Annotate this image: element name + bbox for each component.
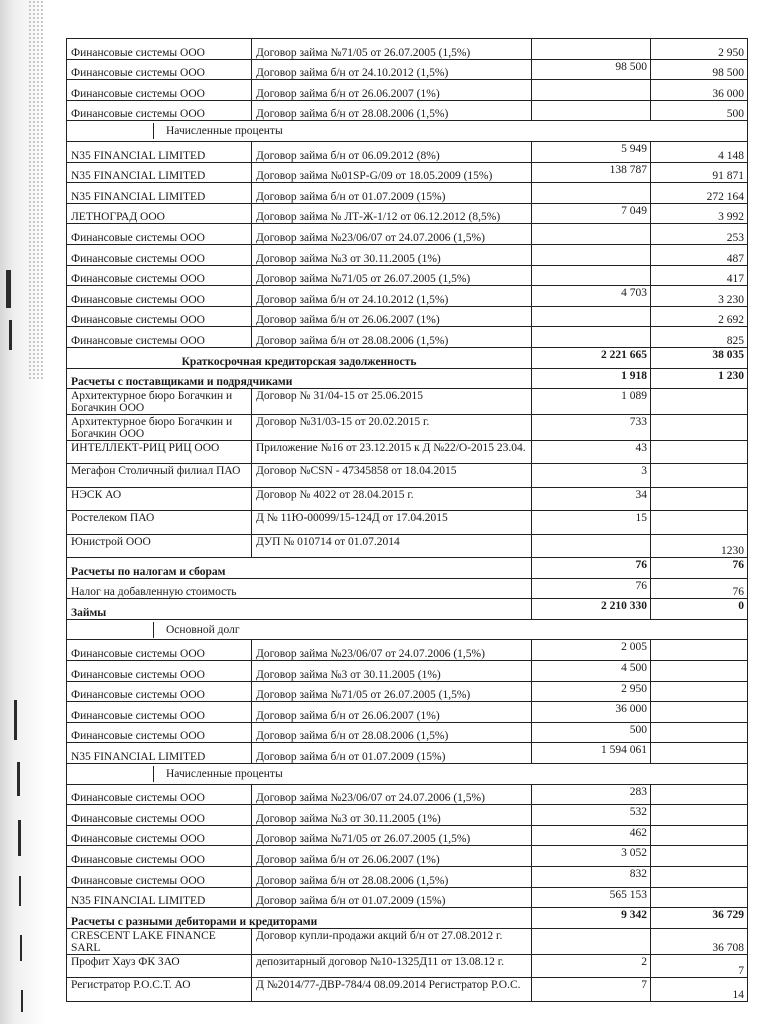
counterparty-cell: Финансовые системы ООО [67,866,252,887]
binding-mark [9,320,12,350]
table-row [67,825,748,846]
tax-label: Налог на добавленную стоимость [67,578,532,599]
subsection-header [67,121,748,142]
table-row [67,389,748,415]
counterparty-cell: Регистратор Р.О.С.Т. АО [67,978,252,1001]
binding-mark [18,820,21,856]
table-row [67,286,748,307]
amount-cell: 272 164 [651,183,748,204]
contract-cell: Договор займа № ЛТ-Ж-1/12 от 06.12.2012 (8,5%) [252,203,532,224]
amount-cell: 3 992 [651,203,748,224]
amount-cell [651,661,748,682]
contract-cell: Договор займа б/н от 26.06.2007 (1%) [252,306,532,327]
counterparty-cell: Финансовые системы ООО [67,681,252,702]
counterparty-cell: Финансовые системы ООО [67,244,252,265]
amount-cell [532,80,651,101]
counterparty-cell: Финансовые системы ООО [67,640,252,661]
contract-cell: Договор займа №23/06/07 от 24.07.2006 (1,5%) [252,640,532,661]
contract-cell: Договор займа б/н от 26.06.2007 (1%) [252,80,532,101]
counterparty-cell: N35 FINANCIAL LIMITED [67,183,252,204]
amount-cell: 733 [532,415,651,441]
other-section-label: Расчеты с разными дебиторами и кредиторами [67,908,532,929]
table-row [67,722,748,743]
amount-cell: 253 [651,224,748,245]
amount-cell: 36 000 [532,702,651,723]
amount-cell: 14 [651,978,748,1001]
amount-cell [651,866,748,887]
section-total: 1 918 [532,368,651,389]
binding-mark [17,762,20,796]
section-total: 76 [532,558,651,579]
contract-cell: ДУП № 010714 от 01.07.2014 [252,534,532,557]
table-row [67,887,748,908]
amount-cell: 532 [532,805,651,826]
table-row [67,599,748,620]
table-row [67,244,748,265]
counterparty-cell: Финансовые системы ООО [67,306,252,327]
contract-cell: Договор №31/03-15 от 20.02.2015 г. [252,415,532,441]
amount-cell: 4 148 [651,141,748,162]
table-row [67,558,748,579]
amount-cell: 98 500 [651,59,748,80]
ledger-table [66,38,748,1002]
amount-cell: 565 153 [532,887,651,908]
contract-cell: Договор купли-продажи акций б/н от 27.08.2012 г. [252,928,532,954]
section-total: 1 230 [651,368,748,389]
counterparty-cell: Ростелеком ПАО [67,511,252,534]
table-row [67,464,748,487]
amount-cell: 3 [532,464,651,487]
contract-cell: Договор № 31/04-15 от 25.06.2015 [252,389,532,415]
amount-cell [532,928,651,954]
amount-cell: 825 [651,327,748,348]
amount-cell: 7 [651,954,748,977]
section-total: 9 342 [532,908,651,929]
contract-cell: Договор займа б/н от 26.06.2007 (1%) [252,702,532,723]
counterparty-cell: ЛЕТНОГРАД ООО [67,203,252,224]
counterparty-cell: Финансовые системы ООО [67,784,252,805]
counterparty-cell: Финансовые системы ООО [67,80,252,101]
contract-cell: Договор займа №23/06/07 от 24.07.2006 (1,5%) [252,784,532,805]
counterparty-cell: ИНТЕЛЛЕКТ-РИЦ РИЦ ООО [67,441,252,464]
subsection-header [67,619,748,640]
suppliers-section-label: Расчеты с поставщиками и подрядчиками [67,368,532,389]
contract-cell: Договор займа б/н от 28.08.2006 (1,5%) [252,722,532,743]
table-row [67,224,748,245]
contract-cell: Д №2014/77-ДВР-784/4 08.09.2014 Регистратор Р.О.С. [252,978,532,1001]
amount-cell: 7 049 [532,203,651,224]
counterparty-cell: Финансовые системы ООО [67,39,252,60]
amount-cell [651,640,748,661]
amount-cell [651,441,748,464]
section-total: 76 [651,558,748,579]
counterparty-cell: Финансовые системы ООО [67,846,252,867]
table-row [67,640,748,661]
table-row [67,183,748,204]
amount-cell [651,487,748,510]
ledger-sheet [66,38,747,1002]
table-row [67,487,748,510]
subsection-header [67,763,748,784]
table-row [67,265,748,286]
contract-cell: Договор займа №3 от 30.11.2005 (1%) [252,805,532,826]
contract-cell: Договор займа б/н от 06.09.2012 (8%) [252,141,532,162]
contract-cell: Договор №CSN - 47345858 от 18.04.2015 [252,464,532,487]
amount-cell [651,805,748,826]
contract-cell: Договор займа б/н от 24.10.2012 (1,5%) [252,286,532,307]
section-total: 36 729 [651,908,748,929]
table-row [67,866,748,887]
counterparty-cell: N35 FINANCIAL LIMITED [67,162,252,183]
table-row [67,846,748,867]
section-total: 2 210 330 [532,599,651,620]
amount-cell [651,464,748,487]
amount-cell: 76 [651,578,748,599]
amount-cell: 7 [532,978,651,1001]
table-row [67,661,748,682]
amount-cell: 3 052 [532,846,651,867]
amount-cell: 500 [532,722,651,743]
amount-cell [651,702,748,723]
amount-cell: 3 230 [651,286,748,307]
binding-mark [19,876,21,906]
table-row [67,203,748,224]
amount-cell [532,183,651,204]
contract-cell: Приложение №16 от 23.12.2015 к Д №22/О-2015 23.04. [252,441,532,464]
amount-cell: 2 692 [651,306,748,327]
amount-cell: 1 089 [532,389,651,415]
amount-cell [651,722,748,743]
loans-section-label: Займы [67,599,532,620]
amount-cell: 2 [532,954,651,977]
amount-cell: 4 500 [532,661,651,682]
contract-cell: Договор займа №3 от 30.11.2005 (1%) [252,244,532,265]
amount-cell: 91 871 [651,162,748,183]
table-row [67,763,748,784]
amount-cell: 500 [651,100,748,121]
counterparty-cell: Мегафон Столичный филиал ПАО [67,464,252,487]
amount-cell: 43 [532,441,651,464]
contract-cell: Д № 11Ю-00099/15-124Д от 17.04.2015 [252,511,532,534]
subsection-label: Начисленные проценты [153,766,283,782]
table-row [67,743,748,764]
amount-cell: 76 [532,578,651,599]
table-row [67,702,748,723]
amount-cell: 487 [651,244,748,265]
short-term-label: Краткосрочная кредиторская задолженность [67,347,532,368]
contract-cell: Договор займа б/н от 28.08.2006 (1,5%) [252,327,532,348]
counterparty-cell: Профит Хауз ФК ЗАО [67,954,252,977]
contract-cell: Договор займа №71/05 от 26.07.2005 (1,5%) [252,265,532,286]
counterparty-cell: CRESCENT LAKE FINANCE SARL [67,928,252,954]
amount-cell [651,825,748,846]
table-row [67,928,748,954]
binding-mark [20,935,22,961]
amount-cell [651,511,748,534]
contract-cell: депозитарный договор №10-1325Д11 от 13.08.12 г. [252,954,532,977]
amount-cell: 417 [651,265,748,286]
contract-cell: Договор займа №3 от 30.11.2005 (1%) [252,661,532,682]
subsection-label: Начисленные проценты [153,123,283,139]
table-row [67,121,748,142]
table-row [67,80,748,101]
table-row [67,327,748,348]
counterparty-cell: Финансовые системы ООО [67,805,252,826]
amount-cell: 1230 [651,534,748,557]
amount-cell: 36 000 [651,80,748,101]
amount-cell [532,265,651,286]
amount-cell [532,534,651,557]
counterparty-cell: N35 FINANCIAL LIMITED [67,141,252,162]
table-row [67,415,748,441]
table-row [67,578,748,599]
amount-cell [651,681,748,702]
amount-cell [651,743,748,764]
table-row [67,511,748,534]
table-row [67,39,748,60]
contract-cell: Договор займа б/н от 01.07.2009 (15%) [252,887,532,908]
amount-cell [532,100,651,121]
counterparty-cell: N35 FINANCIAL LIMITED [67,743,252,764]
counterparty-cell: Финансовые системы ООО [67,327,252,348]
counterparty-cell: Финансовые системы ООО [67,702,252,723]
contract-cell: Договор займа б/н от 24.10.2012 (1,5%) [252,59,532,80]
amount-cell [651,415,748,441]
counterparty-cell: Финансовые системы ООО [67,286,252,307]
table-row [67,347,748,368]
table-row [67,141,748,162]
amount-cell [651,784,748,805]
table-row [67,619,748,640]
table-row [67,100,748,121]
contract-cell: Договор займа б/н от 01.07.2009 (15%) [252,183,532,204]
amount-cell: 138 787 [532,162,651,183]
counterparty-cell: Финансовые системы ООО [67,59,252,80]
amount-cell: 462 [532,825,651,846]
amount-cell: 832 [532,866,651,887]
amount-cell [651,846,748,867]
table-row [67,908,748,929]
amount-cell: 5 949 [532,141,651,162]
amount-cell [532,224,651,245]
contract-cell: Договор займа №71/05 от 26.07.2005 (1,5%) [252,825,532,846]
counterparty-cell: Финансовые системы ООО [67,661,252,682]
binding-mark [14,700,17,740]
contract-cell: Договор займа б/н от 26.06.2007 (1%) [252,846,532,867]
counterparty-cell: Финансовые системы ООО [67,722,252,743]
binding-mark [21,990,23,1012]
binding-mark [6,270,11,308]
counterparty-cell: Юнистрой ООО [67,534,252,557]
section-total: 2 221 665 [532,347,651,368]
amount-cell [532,39,651,60]
contract-cell: Договор займа б/н от 28.08.2006 (1,5%) [252,866,532,887]
amount-cell: 2 950 [532,681,651,702]
contract-cell: Договор займа №71/05 от 26.07.2005 (1,5%) [252,681,532,702]
counterparty-cell: Финансовые системы ООО [67,100,252,121]
amount-cell [532,244,651,265]
section-total: 0 [651,599,748,620]
amount-cell: 2 950 [651,39,748,60]
amount-cell [651,887,748,908]
contract-cell: Договор займа №01SP-G/09 от 18.05.2009 (15%) [252,162,532,183]
scan-noise [28,0,44,380]
amount-cell: 36 708 [651,928,748,954]
table-row [67,681,748,702]
contract-cell: Договор займа б/н от 01.07.2009 (15%) [252,743,532,764]
subsection-label: Основной долг [153,622,240,638]
contract-cell: Договор займа №23/06/07 от 24.07.2006 (1,5%) [252,224,532,245]
table-row [67,978,748,1001]
amount-cell [651,389,748,415]
section-total: 38 035 [651,347,748,368]
counterparty-cell: Финансовые системы ООО [67,265,252,286]
counterparty-cell: Архитектурное бюро Богачкин и Богачкин ООО [67,389,252,415]
amount-cell: 2 005 [532,640,651,661]
table-row [67,784,748,805]
table-row [67,368,748,389]
counterparty-cell: Финансовые системы ООО [67,224,252,245]
amount-cell: 98 500 [532,59,651,80]
amount-cell: 4 703 [532,286,651,307]
amount-cell [532,327,651,348]
amount-cell [532,306,651,327]
taxes-section-label: Расчеты по налогам и сборам [67,558,532,579]
amount-cell: 1 594 061 [532,743,651,764]
table-row [67,306,748,327]
amount-cell: 15 [532,511,651,534]
table-row [67,805,748,826]
amount-cell: 34 [532,487,651,510]
contract-cell: Договор займа б/н от 28.08.2006 (1,5%) [252,100,532,121]
table-row [67,954,748,977]
contract-cell: Договор займа №71/05 от 26.07.2005 (1,5%) [252,39,532,60]
counterparty-cell: Архитектурное бюро Богачкин и Богачкин ООО [67,415,252,441]
counterparty-cell: Финансовые системы ООО [67,825,252,846]
table-row [67,534,748,557]
amount-cell: 283 [532,784,651,805]
table-row [67,59,748,80]
counterparty-cell: N35 FINANCIAL LIMITED [67,887,252,908]
table-row [67,162,748,183]
table-row [67,441,748,464]
contract-cell: Договор № 4022 от 28.04.2015 г. [252,487,532,510]
counterparty-cell: НЭСК АО [67,487,252,510]
